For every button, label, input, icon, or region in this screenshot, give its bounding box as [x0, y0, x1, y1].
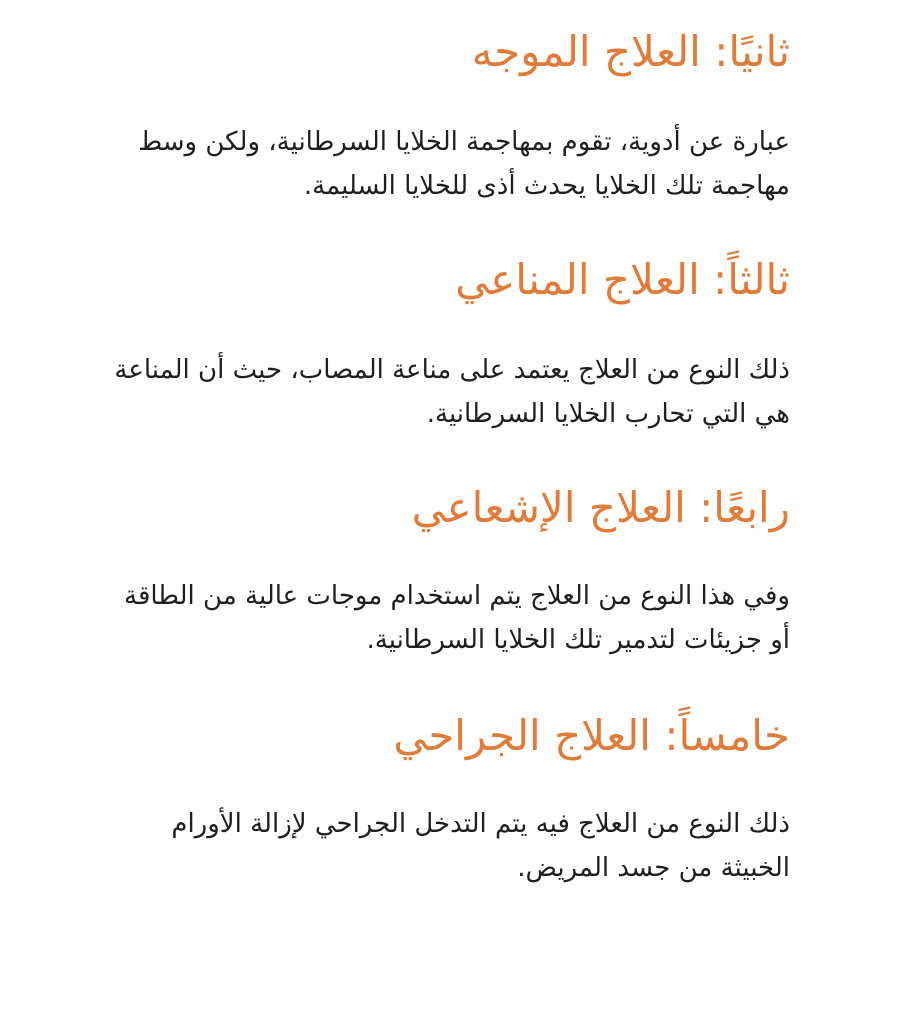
section-paragraph: عبارة عن أدوية، تقوم بمهاجمة الخلايا السرطانية، ولكن وسط مهاجمة تلك الخلايا يحدث أذى للخلايا السليمة. [138, 127, 790, 201]
section-paragraph: وفي هذا النوع من العلاج يتم استخدام موجات عالية من الطاقة أو جزيئات لتدمير تلك الخلايا السرطانية. [124, 581, 790, 655]
section-heading: خامساً: العلاج الجراحي [393, 711, 790, 760]
section-paragraph: ذلك النوع من العلاج فيه يتم التدخل الجراحي لإزالة الأورام الخبيثة من جسد المريض. [171, 809, 790, 883]
section-heading: ثانيًا: العلاج الموجه [471, 27, 790, 76]
section-paragraph: ذلك النوع من العلاج يعتمد على مناعة المصاب، حيث أن المناعة هي التي تحارب الخلايا السرطانية. [114, 355, 790, 429]
article-content [110, 0, 790, 890]
section-targeted-therapy [110, 22, 790, 208]
section-heading: ثالثاً: العلاج المناعي [455, 255, 790, 304]
section-heading: رابعًا: العلاج الإشعاعي [411, 483, 790, 532]
section-surgery [110, 706, 790, 890]
section-radiotherapy [110, 478, 790, 662]
section-immunotherapy [110, 250, 790, 436]
